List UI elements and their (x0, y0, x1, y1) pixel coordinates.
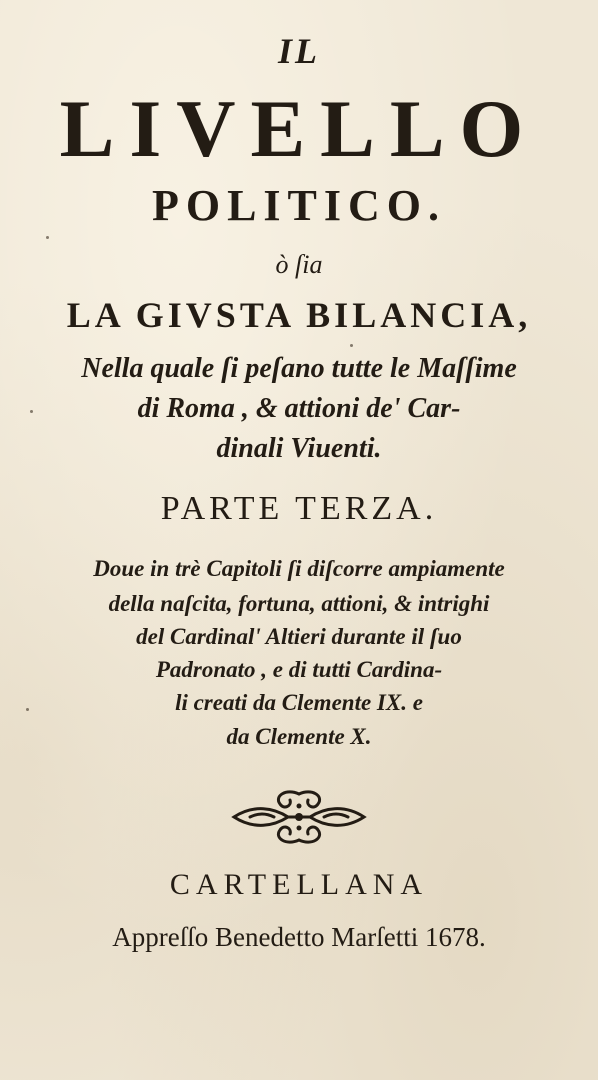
subtitle-line: dinali Viuenti. (216, 433, 382, 464)
description-line: Padronato , e di tutti Cardina- (155, 657, 443, 682)
main-title-second-line: POLITICO. (151, 181, 447, 230)
imprint-city: CARTELLANA (169, 868, 429, 901)
paper-speck (30, 410, 33, 413)
description-line: Doue in trè Capitoli ſi diſcorre ampiamente (93, 556, 505, 581)
alternate-title: LA GIVSTA BILANCIA, (66, 295, 532, 335)
subtitle-line: Nella quale ſi peſano tutte le Maſſime (81, 353, 517, 384)
imprint-publisher-line: Appreſſo Benedetto Marſetti 1678. (112, 922, 486, 952)
description-line: da Clemente X. (226, 724, 372, 749)
alternate-title-connector: ò ſia (275, 250, 323, 279)
description-line: del Cardinal' Altieri durante il ſuo (136, 624, 462, 649)
main-title: LIVELLO (59, 83, 539, 174)
paper-speck (26, 708, 29, 711)
paper-speck (46, 236, 49, 239)
fleuron-ornament-icon (224, 786, 374, 848)
description-line: della naſcita, fortuna, attioni, & intrighi (108, 591, 490, 616)
description-line: li creati da Clemente IX. e (175, 690, 423, 715)
subtitle-line: di Roma , & attioni de' Car- (137, 393, 461, 424)
title-article: IL (278, 31, 320, 71)
part-heading: PARTE TERZA. (160, 490, 438, 527)
paper-speck (350, 344, 353, 347)
